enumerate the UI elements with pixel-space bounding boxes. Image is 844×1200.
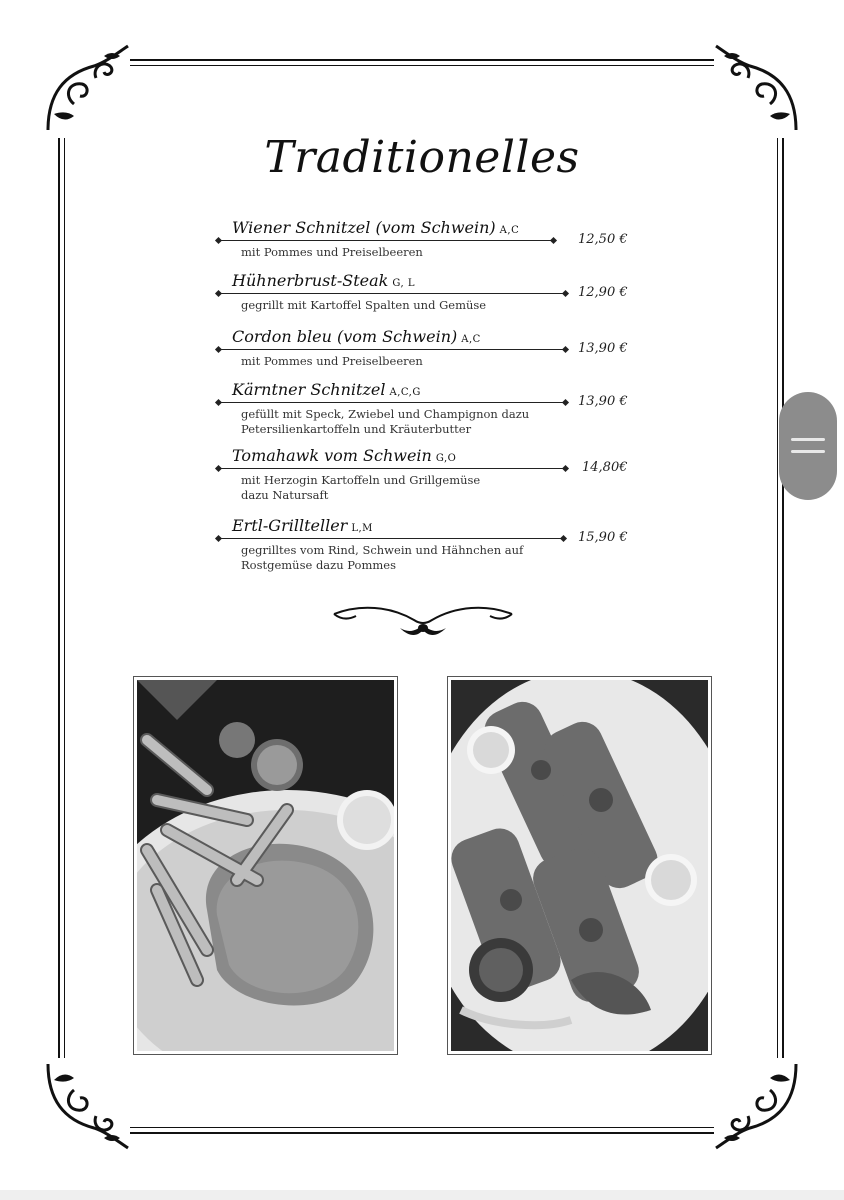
menu-item-price: 13,90 € — [578, 341, 628, 356]
menu-item-rule — [216, 240, 556, 241]
menu-item — [216, 327, 636, 387]
flourish-divider-icon — [330, 600, 516, 640]
menu-item-name: Hühnerbrust-Steak — [232, 271, 389, 290]
menu-item-description: gegrillt mit Kartoffel Spalten und Gemüse — [241, 298, 487, 312]
menu-item — [216, 218, 636, 278]
menu-item-name: Ertl-Grillteller — [232, 516, 348, 535]
frame-right-outer — [782, 138, 784, 1058]
menu-item-price: 13,90 € — [578, 394, 628, 409]
menu-item-name: Wiener Schnitzel (vom Schwein) — [232, 218, 496, 237]
menu-item-price: 12,50 € — [578, 232, 628, 247]
menu-item-rule — [216, 468, 568, 469]
menu-item-rule — [216, 293, 568, 294]
menu-item-description: gegrilltes vom Rind, Schwein und Hähnchen auf Rostgemüse dazu Pommes — [241, 543, 524, 572]
frame-bottom-inner — [130, 1127, 714, 1128]
frame-bottom-outer — [130, 1132, 714, 1134]
grill-platter-photo-illustration — [451, 680, 708, 1051]
menu-item-price: 15,90 € — [578, 530, 628, 545]
menu-item-rule — [216, 538, 566, 539]
corner-ornament-bottom-right — [710, 1060, 800, 1150]
menu-item-allergens: A,C — [461, 334, 481, 345]
corner-ornament-top-right — [710, 44, 800, 134]
menu-item-name: Tomahawk vom Schwein — [232, 446, 432, 465]
page-title: Traditionelles — [264, 132, 580, 183]
viewer-bottom-strip — [0, 1190, 844, 1200]
photo-grill-platter — [447, 676, 712, 1055]
menu-item — [216, 271, 636, 331]
hamburger-icon-line — [791, 450, 825, 453]
menu-item-description: mit Pommes und Preiselbeeren — [241, 245, 423, 259]
frame-top-inner — [130, 65, 714, 66]
menu-item — [216, 380, 636, 440]
frame-right-inner — [777, 138, 778, 1058]
menu-item-description: gefüllt mit Speck, Zwiebel und Champignon dazu Petersilienkartoffeln und Kräuterbutter — [241, 407, 530, 436]
schnitzel-photo-illustration — [137, 680, 394, 1051]
frame-left-inner — [64, 138, 65, 1058]
menu-item-name: Kärntner Schnitzel — [232, 380, 386, 399]
hamburger-icon — [791, 438, 825, 441]
menu-item-allergens: G, L — [392, 278, 415, 289]
menu-item-rule — [216, 402, 568, 403]
menu-item-price: 12,90 € — [578, 285, 628, 300]
corner-ornament-bottom-left — [44, 1060, 134, 1150]
side-menu-handle[interactable] — [779, 392, 837, 500]
frame-top-outer — [130, 59, 714, 61]
menu-item-allergens: G,O — [435, 453, 457, 464]
menu-item — [216, 446, 636, 506]
menu-item-name: Cordon bleu (vom Schwein) — [232, 327, 458, 346]
menu-item-allergens: L,M — [351, 523, 373, 534]
menu-item-description: mit Pommes und Preiselbeeren — [241, 354, 423, 368]
menu-item-price: 14,80€ — [582, 460, 628, 475]
menu-item-description: mit Herzogin Kartoffeln und Grillgemüse dazu Natursaft — [241, 473, 481, 502]
menu-item-allergens: A,C,G — [389, 387, 421, 398]
corner-ornament-top-left — [44, 44, 134, 134]
frame-left-outer — [58, 138, 60, 1058]
menu-item — [216, 516, 636, 576]
menu-item-allergens: A,C — [499, 225, 520, 236]
photo-schnitzel — [133, 676, 398, 1055]
menu-item-rule — [216, 349, 568, 350]
